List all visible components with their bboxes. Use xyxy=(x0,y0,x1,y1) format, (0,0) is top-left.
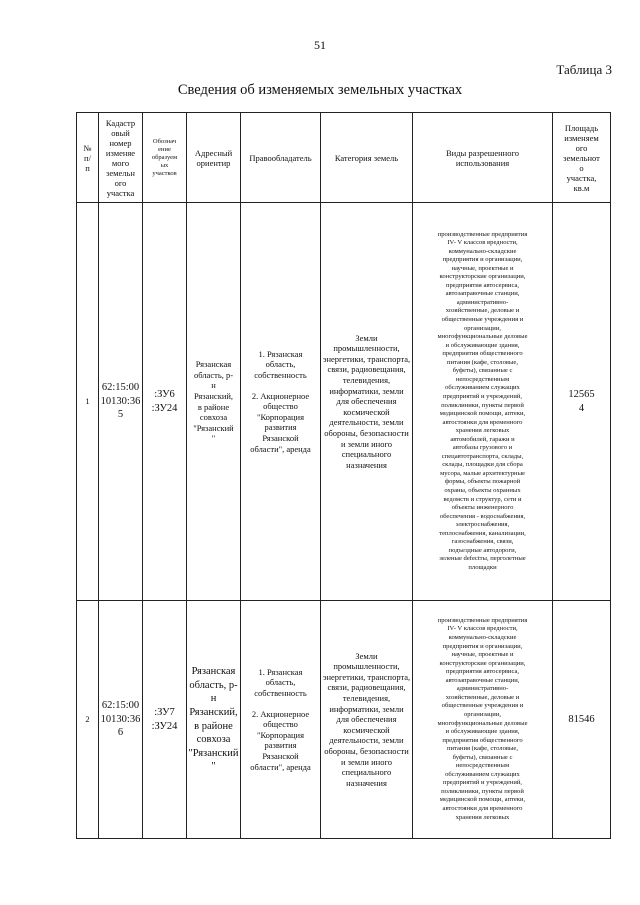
header-row xyxy=(77,113,611,203)
row-num: 2 xyxy=(77,601,99,839)
header-num: № п/ п xyxy=(77,113,99,203)
row-designation: :ЗУ7 :ЗУ24 xyxy=(143,601,187,839)
page-number: 51 xyxy=(314,38,326,52)
row-designation: :ЗУ6 :ЗУ24 xyxy=(143,203,187,601)
header-owner: Правообладатель xyxy=(241,113,321,203)
header-cadastral: Кадастр овый номер изменяе мого земельн ого участка xyxy=(99,113,143,203)
owner-item: 1. Рязанская область, собственность xyxy=(254,666,307,699)
row-cadastral: 62:15:00 10130:36 5 xyxy=(99,203,143,601)
row-owner xyxy=(241,203,321,601)
row-category: Земли промышленности, энергетики, транспорта, связи, радиовещания, телевидения, информатики, земли для обеспечения космической деятельности, земли обороны, безопасности и земли иного специального назначения xyxy=(321,203,413,601)
row-address: Рязанская область, р- н Рязанский, в районе совхоза "Рязанский " xyxy=(187,601,241,839)
header-category: Категория земель xyxy=(321,113,413,203)
land-plots-table xyxy=(76,112,611,839)
row-use: производственные предприятия IV- V классов вредности, коммунально-складские предприятия и организации, научные, проектные и конструкторские организации, предприятия автосервиса, автозаправочные станции, административно- хозяйственные, деловые и общественные учреждения и организации, многофункциональные деловые и обслуживающие здания, предприятия общественного питания (кафе, столовые, буфеты), связанные с непосредственным обслуживанием служащих предприятий и учреждений, поликлиники, пункты первой медицинской помощи, аптеки, автостоянки для временного хранения легковых автомобилей, гаражи и автобазы грузового и спецавтотранспорта, склады, склады, площадки для сбора мусора, малые архитектурные формы, объекты пожарной охраны, объекты охранных ведомств и структур, сети и объекты инженерного обеспечения - водоснабжения, электроснабжения, теплоснабжения, канализации, газоснабжения, связи, подъездные автодороги, зеленые defectты, перголетные площадки xyxy=(413,203,553,601)
row-category: Земли промышленности, энергетики, транспорта, связи, радиовещания, телевидения, информатики, земли для обеспечения космической деятельности, земли обороны, безопасности и земли иного специального назначения xyxy=(321,601,413,839)
header-address: Адресный ориентир xyxy=(187,113,241,203)
table-row xyxy=(77,601,611,839)
header-use: Виды разрешенного использования xyxy=(413,113,553,203)
row-address: Рязанская область, р- н Рязанский, в районе совхоза "Рязанский " xyxy=(187,203,241,601)
row-owner xyxy=(241,601,321,839)
row-cadastral: 62:15:00 10130:36 6 xyxy=(99,601,143,839)
row-area: 81546 xyxy=(553,601,611,839)
table-title: Сведения об изменяемых земельных участках xyxy=(177,82,463,98)
owner-item: 1. Рязанская область, собственность xyxy=(254,348,307,381)
table-label: Таблица 3 xyxy=(556,62,612,77)
owner-item: 2. Акционерное общество "Корпорация развития Рязанской области", аренда xyxy=(250,708,311,772)
header-designation: Обознач ение образуем ых участков xyxy=(143,113,187,203)
table-row xyxy=(77,203,611,601)
row-use: производственные предприятия IV- V классов вредности, коммунально-складские предприятия и организации, научные, проектные и конструкторские организации, предприятия автосервиса, автозаправочные станции, административно- хозяйственные, деловые и общественные учреждения и организации, многофункциональные деловые и обслуживающие здания, предприятия общественного питания (кафе, столовые, буфеты), связанные с непосредственным обслуживанием служащих предприятий и учреждений, поликлиники, пункты первой медицинской помощи, аптеки, автостоянки для временного хранения легковых xyxy=(413,601,553,839)
header-area: Площадь изменяем ого земельнот о участка, кв.м xyxy=(553,113,611,203)
owner-item: 2. Акционерное общество "Корпорация развития Рязанской области", аренда xyxy=(250,390,311,454)
row-area: 12565 4 xyxy=(553,203,611,601)
row-num: 1 xyxy=(77,203,99,601)
